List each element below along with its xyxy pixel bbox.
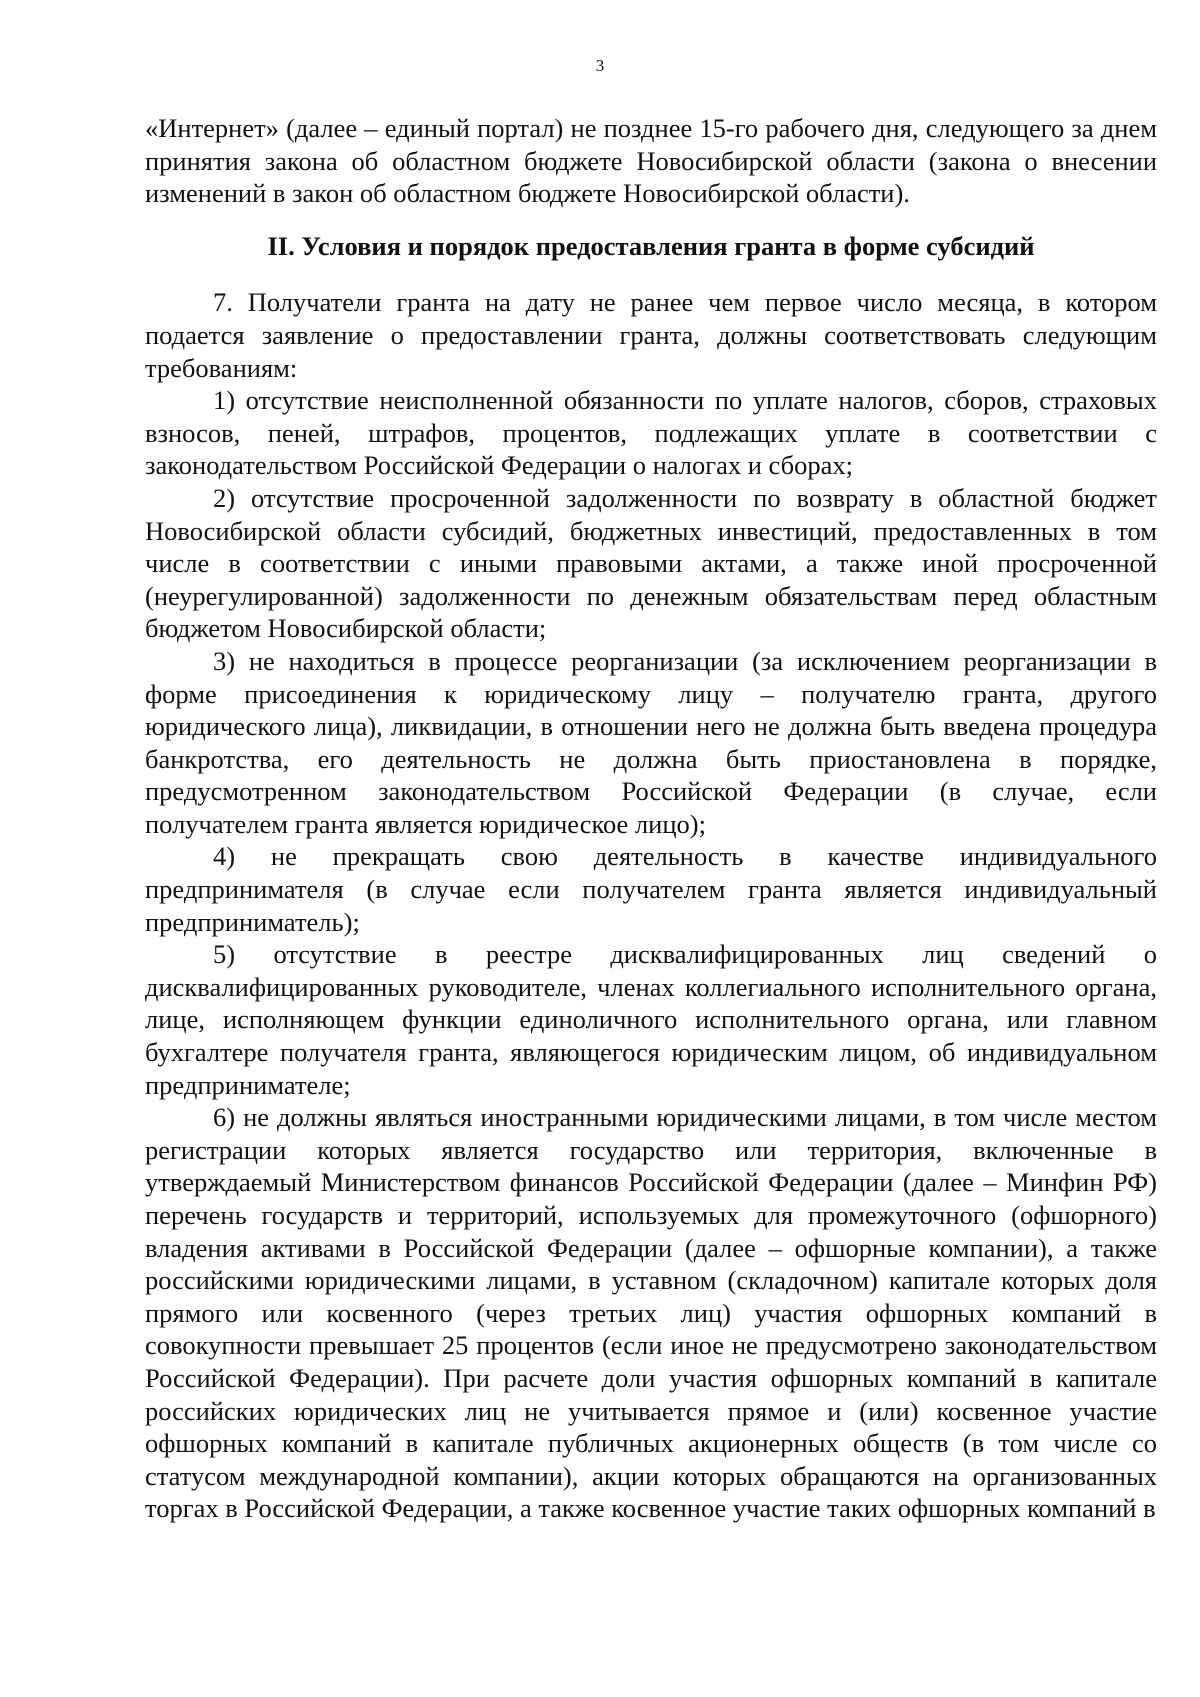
page-number: 3 bbox=[595, 56, 605, 75]
paragraph-intro: «Интернет» (далее – единый портал) не позднее 15-го рабочего дня, следующего за днем принятия закона об областном бюджете Новосибирской области (закона о внесении изменений в закон об областном бюджете Новосибирской области). bbox=[145, 113, 1157, 209]
list-item-2: 2) отсутствие просроченной задолженности по возврату в областной бюджет Новосибирской области субсидий, бюджетных инвестиций, предоставленных в том числе в соответствии с иными правовыми актами, а также иной просроченной (неурегулированной) задолженности по денежным обязательствам перед областным бюджетом Новосибирской области; bbox=[145, 482, 1157, 644]
list-item-6: 6) не должны являться иностранными юридическими лицами, в том числе местом регистрации которых является государство или территория, включенные в утверждаемый Министерством финансов Российской Федерации (далее – Минфин РФ) перечень государств и территорий, используемых для промежуточного (офшорного) владения активами в Российской Федерации (далее – офшорные компании), а также российскими юридическими лицами, в уставном (складочном) капитале которых доля прямого или косвенного (через третьих лиц) участия офшорных компаний в совокупности превышает 25 процентов (если иное не предусмотрено законодательством Российской Федерации). При расчете доли участия офшорных компаний в капитале российских юридических лиц не учитывается прямое и (или) косвенное участие офшорных компаний в капитале публичных акционерных обществ (в том числе со статусом международной компании), акции которых обращаются на организованных торгах в Российской Федерации, а также косвенное участие таких офшорных компаний в bbox=[145, 1102, 1157, 1524]
list-item-3: 3) не находиться в процессе реорганизации (за исключением реорганизации в форме присоединения к юридическому лицу – получателю гранта, другого юридического лица), ликвидации, в отношении него не должна быть введена процедура банкротства, его деятельность не должна быть приостановлена в порядке, предусмотренном законодательством Российской Федерации (в случае, если получателем гранта является юридическое лицо); bbox=[145, 645, 1157, 839]
list-item-4: 4) не прекращать свою деятельность в качестве индивидуального предпринимателя (в случае если получателем гранта является индивидуальный предприниматель); bbox=[145, 841, 1157, 937]
list-item-5: 5) отсутствие в реестре дисквалифицированных лиц сведений о дисквалифицированных руководителе, членах коллегиального исполнительного органа, лице, исполняющем функции единоличного исполнительного органа, или главном бухгалтере получателя гранта, являющегося юридическим лицом, об индивидуальном предпринимателе; bbox=[145, 939, 1157, 1100]
document-body bbox=[145, 112, 1157, 1525]
paragraph-7: 7. Получатели гранта на дату не ранее чем первое число месяца, в котором подается заявление о предоставлении гранта, должны соответствовать следующим требованиям: bbox=[145, 287, 1157, 383]
section-heading: II. Условия и порядок предоставления гранта в форме субсидий bbox=[267, 230, 1035, 261]
list-item-1: 1) отсутствие неисполненной обязанности по уплате налогов, сборов, страховых взносов, пеней, штрафов, процентов, подлежащих уплате в соответствии с законодательством Российской Федерации о налогах и сборах; bbox=[145, 385, 1157, 481]
